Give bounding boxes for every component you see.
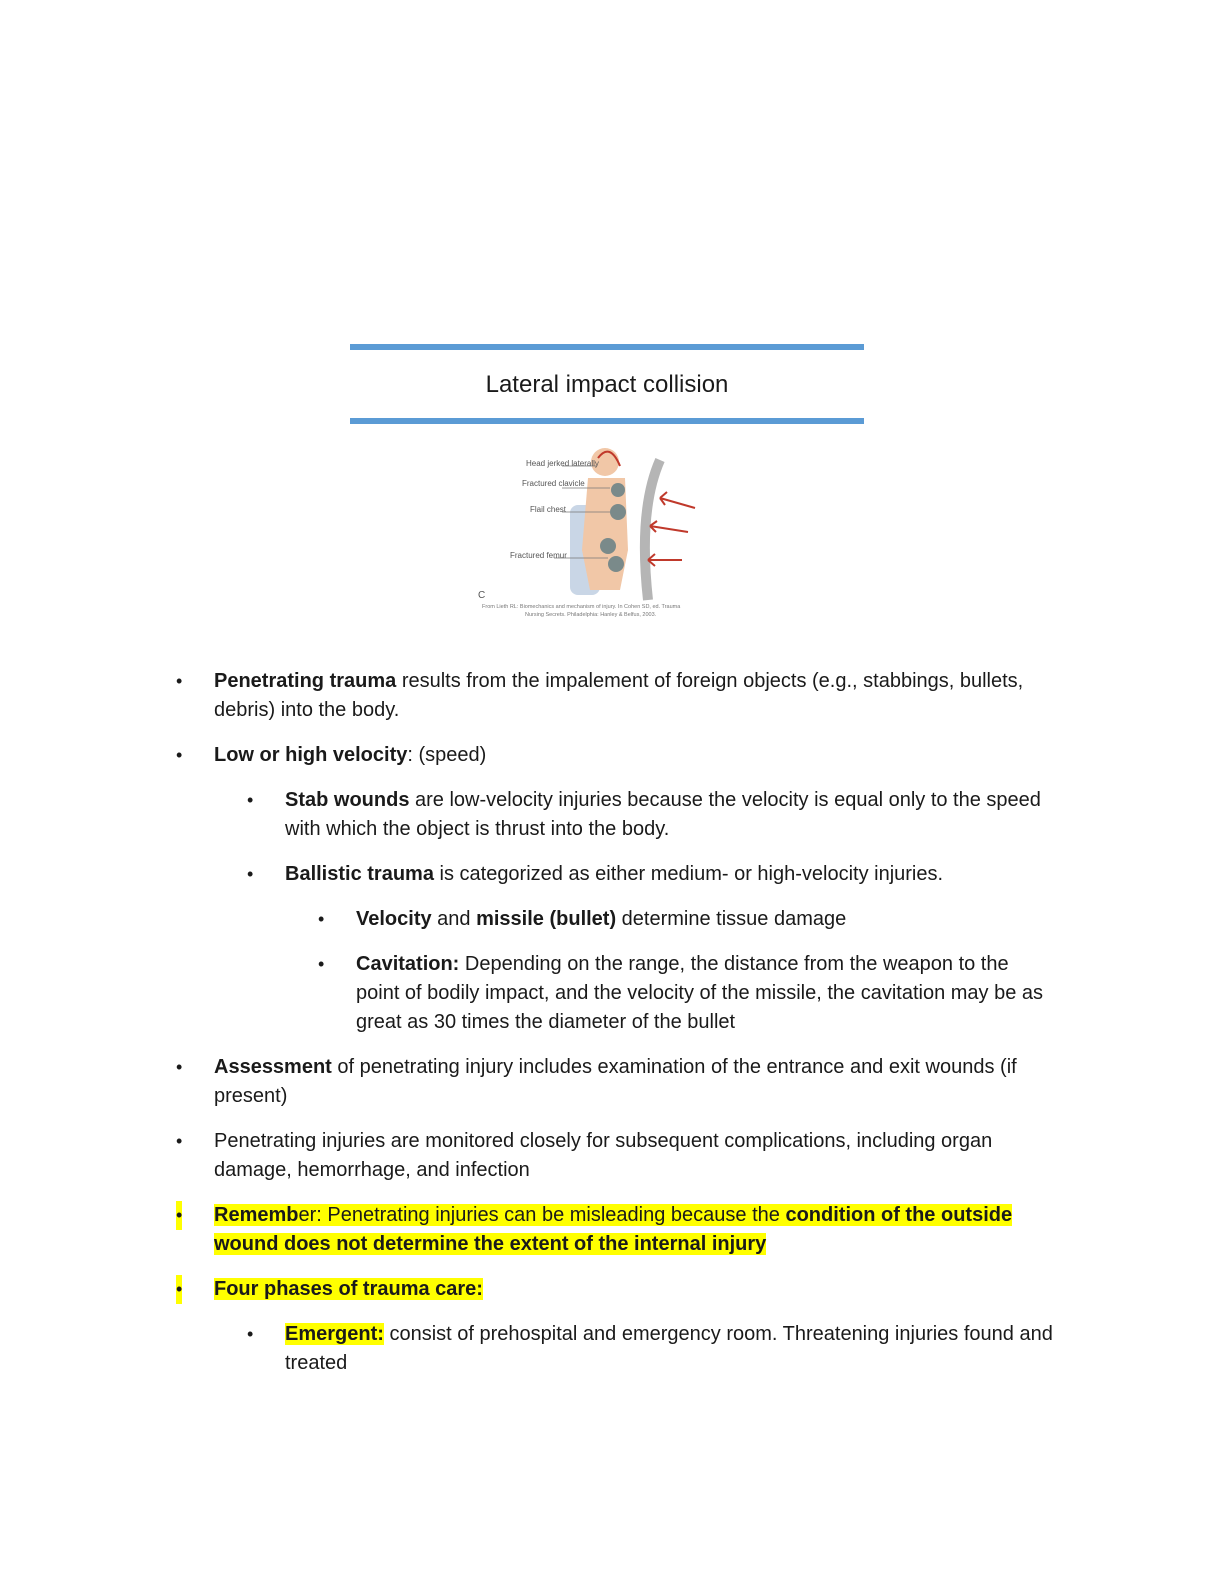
bold-term: Velocity xyxy=(356,908,432,930)
list-item xyxy=(176,741,1064,770)
bold-term: Penetrating trauma xyxy=(214,670,397,692)
label-panel-letter: C xyxy=(478,590,486,601)
bullet-dot: • xyxy=(176,1275,182,1304)
item-text: Penetrating injuries are monitored closely for subsequent complications, including organ damage, hemorrhage, and infection xyxy=(214,1130,993,1181)
caption-title: Lateral impact collision xyxy=(485,371,729,398)
item-text: Depending on the range, the distance from the weapon to the point of bodily impact, and the velocity of the missile, the cavitation may be as great as 30 times the diameter of the bullet xyxy=(356,953,1044,1033)
bullet-dot: • xyxy=(247,790,254,810)
list-item xyxy=(176,1127,1064,1185)
item-text: and xyxy=(431,908,477,930)
list-item xyxy=(247,1320,1065,1378)
figure-source-line-1: From Lieth RL: Biomechanics and mechanism of injury. In Cohen SD, ed. Trauma xyxy=(482,604,681,610)
bullet-dot: • xyxy=(176,1057,183,1077)
label-flail-chest: Flail chest xyxy=(530,505,567,514)
item-text: of penetrating injury includes examination of the entrance and exit wounds (if present) xyxy=(214,1056,1017,1107)
caption-bottom-rule xyxy=(350,418,864,424)
list-item-highlighted xyxy=(176,1275,1064,1304)
bold-term: Cavitation: xyxy=(356,953,460,975)
bullet-dot: • xyxy=(176,745,183,765)
bold-term: Ballistic trauma xyxy=(285,863,434,885)
bullet-dot: • xyxy=(176,1131,183,1151)
list-item xyxy=(247,786,1065,844)
car-door-shape xyxy=(645,460,660,600)
bullet-dot: • xyxy=(318,909,325,929)
bullet-dot: • xyxy=(176,1201,182,1230)
lateral-impact-illustration xyxy=(470,440,740,620)
label-fractured-clavicle: Fractured clavicle xyxy=(522,479,585,488)
item-text: consist of prehospital and emergency room. Threatening injuries found and treated xyxy=(285,1323,1053,1374)
item-text: : (speed) xyxy=(407,744,487,766)
impact-arrow-icon xyxy=(648,554,682,566)
bold-term: missile (bullet) xyxy=(476,908,617,930)
bullet-dot: • xyxy=(247,1324,254,1344)
bold-term: Four phases of trauma care: xyxy=(214,1278,483,1300)
chest-injury-marker xyxy=(610,504,626,520)
clavicle-injury-marker xyxy=(611,483,625,497)
list-item xyxy=(176,1053,1064,1111)
bullet-dot: • xyxy=(247,864,254,884)
figure-caption-block xyxy=(350,344,864,424)
impact-arrow-icon xyxy=(650,521,688,532)
bold-term: condition of the outside wound does not determine the extent of the internal injury xyxy=(214,1204,1013,1255)
bold-term: Rememb xyxy=(214,1204,299,1226)
bullet-dot: • xyxy=(318,954,325,974)
femur-injury-marker xyxy=(608,556,624,572)
item-text: er: Penetrating injuries can be misleading because the xyxy=(298,1204,786,1226)
list-item xyxy=(318,950,1056,1037)
bullet-dot: • xyxy=(176,671,183,691)
label-head-jerked: Head jerked laterally xyxy=(526,459,599,468)
injury-diagram xyxy=(470,440,740,620)
figure-source-line-2: Nursing Secrets. Philadelphia: Hanley & Belfus, 2003. xyxy=(525,612,657,618)
list-item-highlighted xyxy=(176,1201,1064,1259)
item-text: determine tissue damage xyxy=(616,908,847,930)
list-item xyxy=(318,905,1056,934)
bold-term: Assessment xyxy=(214,1056,332,1078)
hip-injury-marker xyxy=(600,538,616,554)
item-text: are low-velocity injuries because the velocity is equal only to the speed with which the object is thrust into the body. xyxy=(285,789,1041,840)
bullet-list xyxy=(0,667,1224,1394)
bold-term: Stab wounds xyxy=(285,789,410,811)
list-item xyxy=(247,860,1065,889)
list-item xyxy=(176,667,1064,725)
bold-term: Low or high velocity xyxy=(214,744,408,766)
bold-term: Emergent: xyxy=(285,1323,384,1345)
item-text: is categorized as either medium- or high-velocity injuries. xyxy=(433,863,944,885)
label-fractured-femur: Fractured femur xyxy=(510,551,567,560)
impact-arrow-icon xyxy=(660,492,695,508)
item-text: results from the impalement of foreign objects (e.g., stabbings, bullets, debris) into the body. xyxy=(214,670,1024,721)
